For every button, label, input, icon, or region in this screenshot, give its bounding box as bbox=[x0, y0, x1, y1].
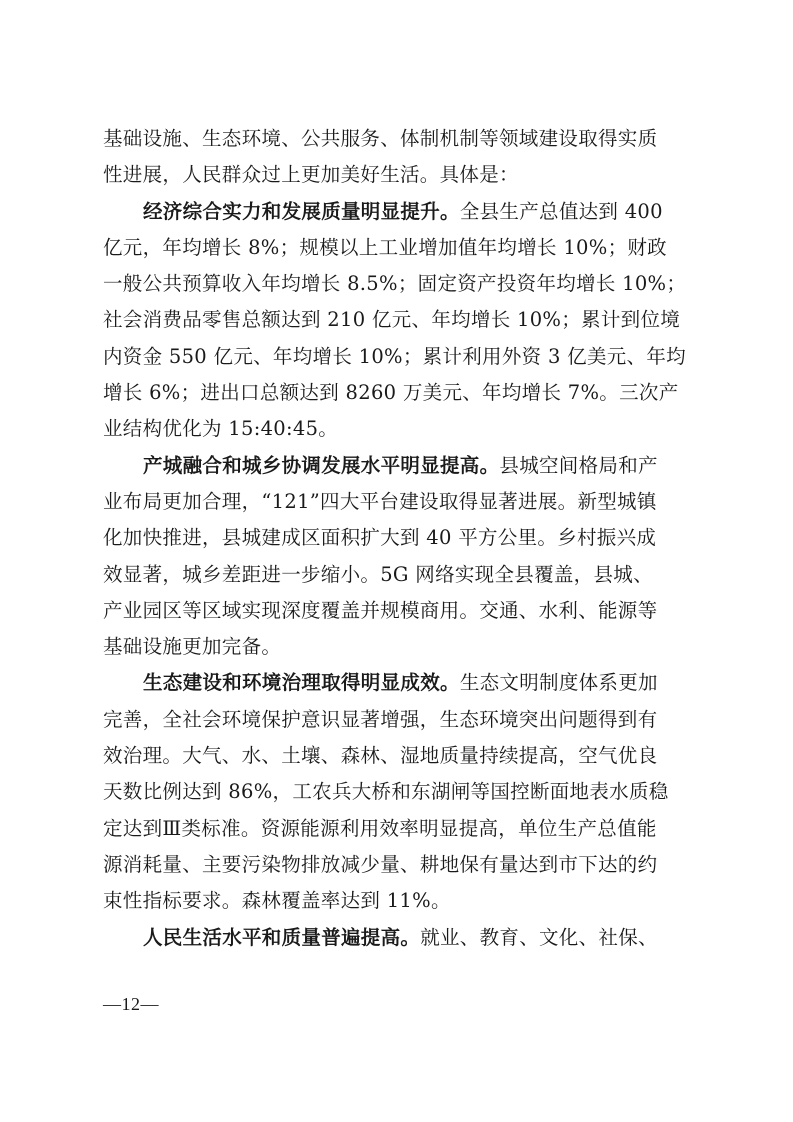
paragraph-2-heading: 产城融合和城乡协调发展水平明显提高。 bbox=[143, 453, 500, 477]
intro-line-1: 基础设施、生态环境、公共服务、体制机制等领域建设取得实质 bbox=[103, 127, 658, 150]
intro-line-2: 性进展，人民群众过上更加美好生活。具体是： bbox=[103, 163, 519, 187]
paragraph-1-line: 增长 6%；进出口总额达到 8260 万美元、年均增长 7%。三次产 bbox=[103, 381, 679, 405]
paragraph-1-line: 业结构优化为 15:40:45。 bbox=[103, 417, 339, 441]
paragraph-1-line: 一般公共预算收入年均增长 8.5%；固定资产投资年均增长 10%； bbox=[103, 272, 687, 296]
paragraph-3-line: 束性指标要求。森林覆盖率达到 11%。 bbox=[103, 889, 451, 913]
paragraph-1-line: 内资金 550 亿元、年均增长 10%；累计利用外资 3 亿美元、年均 bbox=[103, 344, 686, 368]
paragraph-3-line: 完善，全社会环境保护意识显著增强，生态环境突出问题得到有 bbox=[103, 707, 658, 731]
paragraph-1-line: 社会消费品零售总额达到 210 亿元、年均增长 10%；累计到位境 bbox=[103, 308, 681, 332]
paragraph-2-line: 化加快推进，县城建成区面积扩大到 40 平方公里。乡村振兴成 bbox=[103, 526, 657, 550]
paragraph-2-line: 业布局更加合理，“121”四大平台建设取得显著进展。新型城镇 bbox=[103, 489, 657, 513]
paragraph-3-first-line bbox=[103, 665, 697, 701]
paragraph-3-heading: 生态建设和环境治理取得明显成效。 bbox=[143, 671, 460, 695]
body-text bbox=[103, 121, 697, 956]
paragraph-4-heading: 人民生活水平和质量普遍提高。 bbox=[143, 925, 421, 949]
paragraph-1-first-line bbox=[103, 194, 697, 230]
paragraph-1-first-text: 全县生产总值达到 400 bbox=[459, 199, 663, 223]
paragraph-1-line: 亿元，年均增长 8%；规模以上工业增加值年均增长 10%；财政 bbox=[103, 235, 667, 259]
paragraph-3-line: 源消耗量、主要污染物排放减少量、耕地保有量达到市下达的约 bbox=[103, 852, 658, 876]
paragraph-3-line: 效治理。大气、水、土壤、森林、湿地质量持续提高，空气优良 bbox=[103, 744, 658, 768]
paragraph-4-first-line bbox=[103, 920, 697, 956]
paragraph-2-line: 产业园区等区域实现深度覆盖并规模商用。交通、水利、能源等 bbox=[103, 598, 658, 622]
paragraph-2-first-line bbox=[103, 448, 697, 484]
paragraph-1-heading: 经济综合实力和发展质量明显提升。 bbox=[143, 199, 460, 223]
paragraph-4-first-text: 就业、教育、文化、社保、 bbox=[420, 925, 658, 949]
page-number: —12— bbox=[103, 994, 159, 1014]
paragraph-3-line: 定达到Ⅲ类标准。资源能源利用效率明显提高，单位生产总值能 bbox=[103, 816, 657, 840]
paragraph-2-first-text: 县城空间格局和产 bbox=[499, 453, 658, 477]
paragraph-3-first-text: 生态文明制度体系更加 bbox=[459, 671, 658, 695]
paragraph-3-line: 天数比例达到 86%，工农兵大桥和东湖闸等国控断面地表水质稳 bbox=[103, 780, 669, 804]
paragraph-2-line: 基础设施更加完备。 bbox=[103, 635, 282, 659]
paragraph-2-line: 效显著，城乡差距进一步缩小。5G 网络实现全县覆盖，县城、 bbox=[103, 562, 653, 586]
